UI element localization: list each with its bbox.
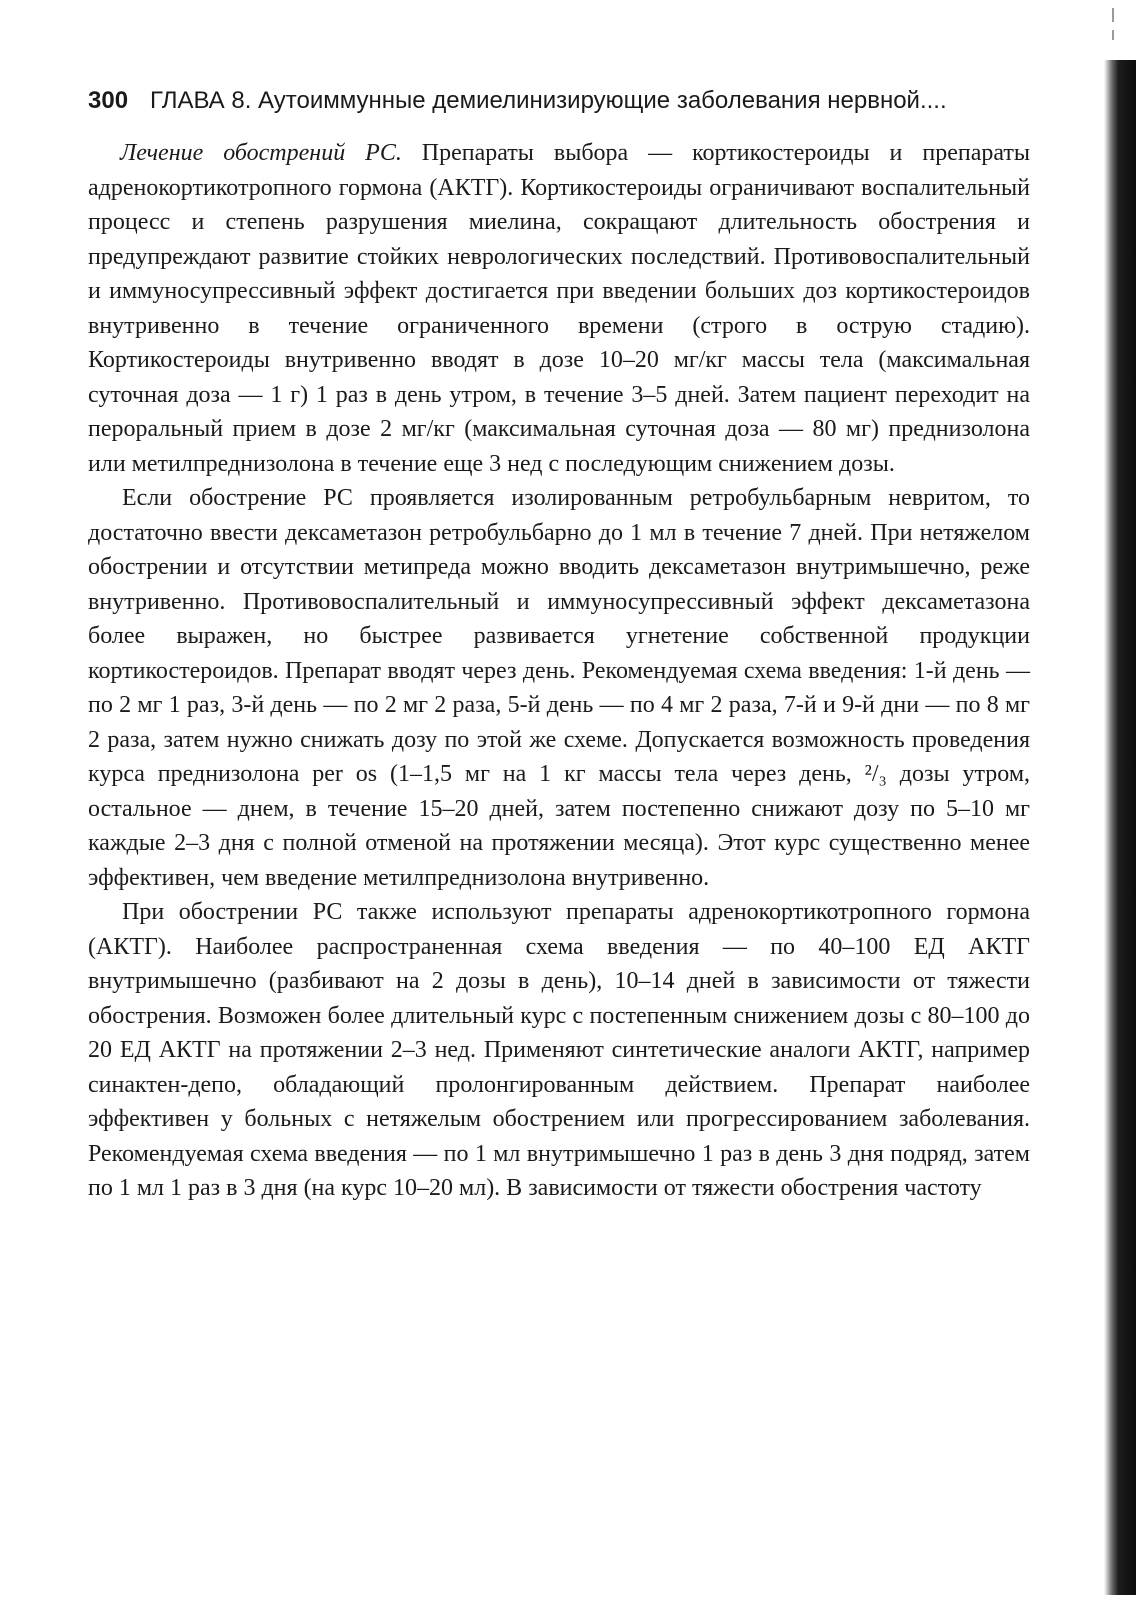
binding-speck [1112, 30, 1114, 40]
section-lead-heading: Лечение обострений РС. [120, 140, 402, 166]
paragraph-3: При обострении РС также используют препараты адренокортикотропного гормона (АКТГ). Наиболее распространенная схема введения — по 40–100 ЕД АКТГ внутримышечно (разбивают на 2 дозы в день), 10–14 дней в зависимости от тяжести обострения. Возможен более длительный курс с постепенным снижением дозы с 80–100 до 20 ЕД АКТГ на протяжении 2–3 нед. Применяют синтетические аналоги АКТГ, например синактен-депо, обладающий пролонгированным действием. Препарат наиболее эффективен у больных с нетяжелым обострением или прогрессированием заболевания. Рекомендуемая схема введения — по 1 мл внутримышечно 1 раз в день 3 дня подряд, затем по 1 мл 1 раз в 3 дня (на курс 10–20 мл). В зависимости от тяжести обострения частоту [88, 899, 1030, 1201]
page-binding-shadow [1104, 60, 1136, 1595]
running-header [88, 86, 1028, 116]
binding-speck [1112, 8, 1114, 22]
paragraph-1 [88, 136, 1030, 481]
paragraph-2: Если обострение РС проявляется изолированным ретробульбарным невритом, то достаточно ввести дексаметазон ретробульбарно до 1 мл в течение 7 дней. При нетяжелом обострении и отсутствии метипреда можно вводить дексаметазон внутримышечно, реже внутривенно. Противовоспалительный и иммуносупрессивный эффект дексаметазона более выражен, но быстрее развивается угнетение собственной продукции кортикостероидов. Препарат вводят через день. Рекомендуемая схема введения: 1-й день — по 2 мг 1 раз, 3-й день — по 2 мг 2 раза, 5-й день — по 4 мг 2 раза, 7-й и 9-й дни — по 8 мг 2 раза, затем нужно снижать дозу по этой же схеме. Допускается возможность проведения курса преднизолона per os (1–1,5 мг на 1 кг массы тела через день, ²/₃ дозы утром, остальное — днем, в течение 15–20 дней, затем постепенно снижают дозу по 5–10 мг каждые 2–3 дня с полной отменой на протяжении месяца). Этот курс существенно менее эффективен, чем введение метилпреднизолона внутривенно. [88, 485, 1030, 891]
paragraph-1-text: Препараты выбора — кортикостероиды и препараты адренокортикотропного гормона (АКТГ). Кортикостероиды ограничивают воспалительный процесс и степень разрушения миелина, сокращают длительность обострения и предупреждают развитие стойких неврологических последствий. Противовоспалительный и иммуносупрессивный эффект достигается при введении больших доз кортикостероидов внутривенно в течение ограниченного времени (строго в острую стадию). Кортикостероиды внутривенно вводят в дозе 10–20 мг/кг массы тела (максимальная суточная доза — 1 г) 1 раз в день утром, в течение 3–5 дней. Затем пациент переходит на пероральный прием в дозе 2 мг/кг (максимальная суточная доза — 80 мг) преднизолона или метилпреднизолона в течение еще 3 нед с последующим снижением дозы. [88, 140, 1030, 477]
body-text [88, 136, 1030, 1206]
page-number: 300 [88, 87, 129, 114]
chapter-title: ГЛАВА 8. Аутоиммунные демиелинизирующие заболевания нервной.... [150, 87, 947, 114]
